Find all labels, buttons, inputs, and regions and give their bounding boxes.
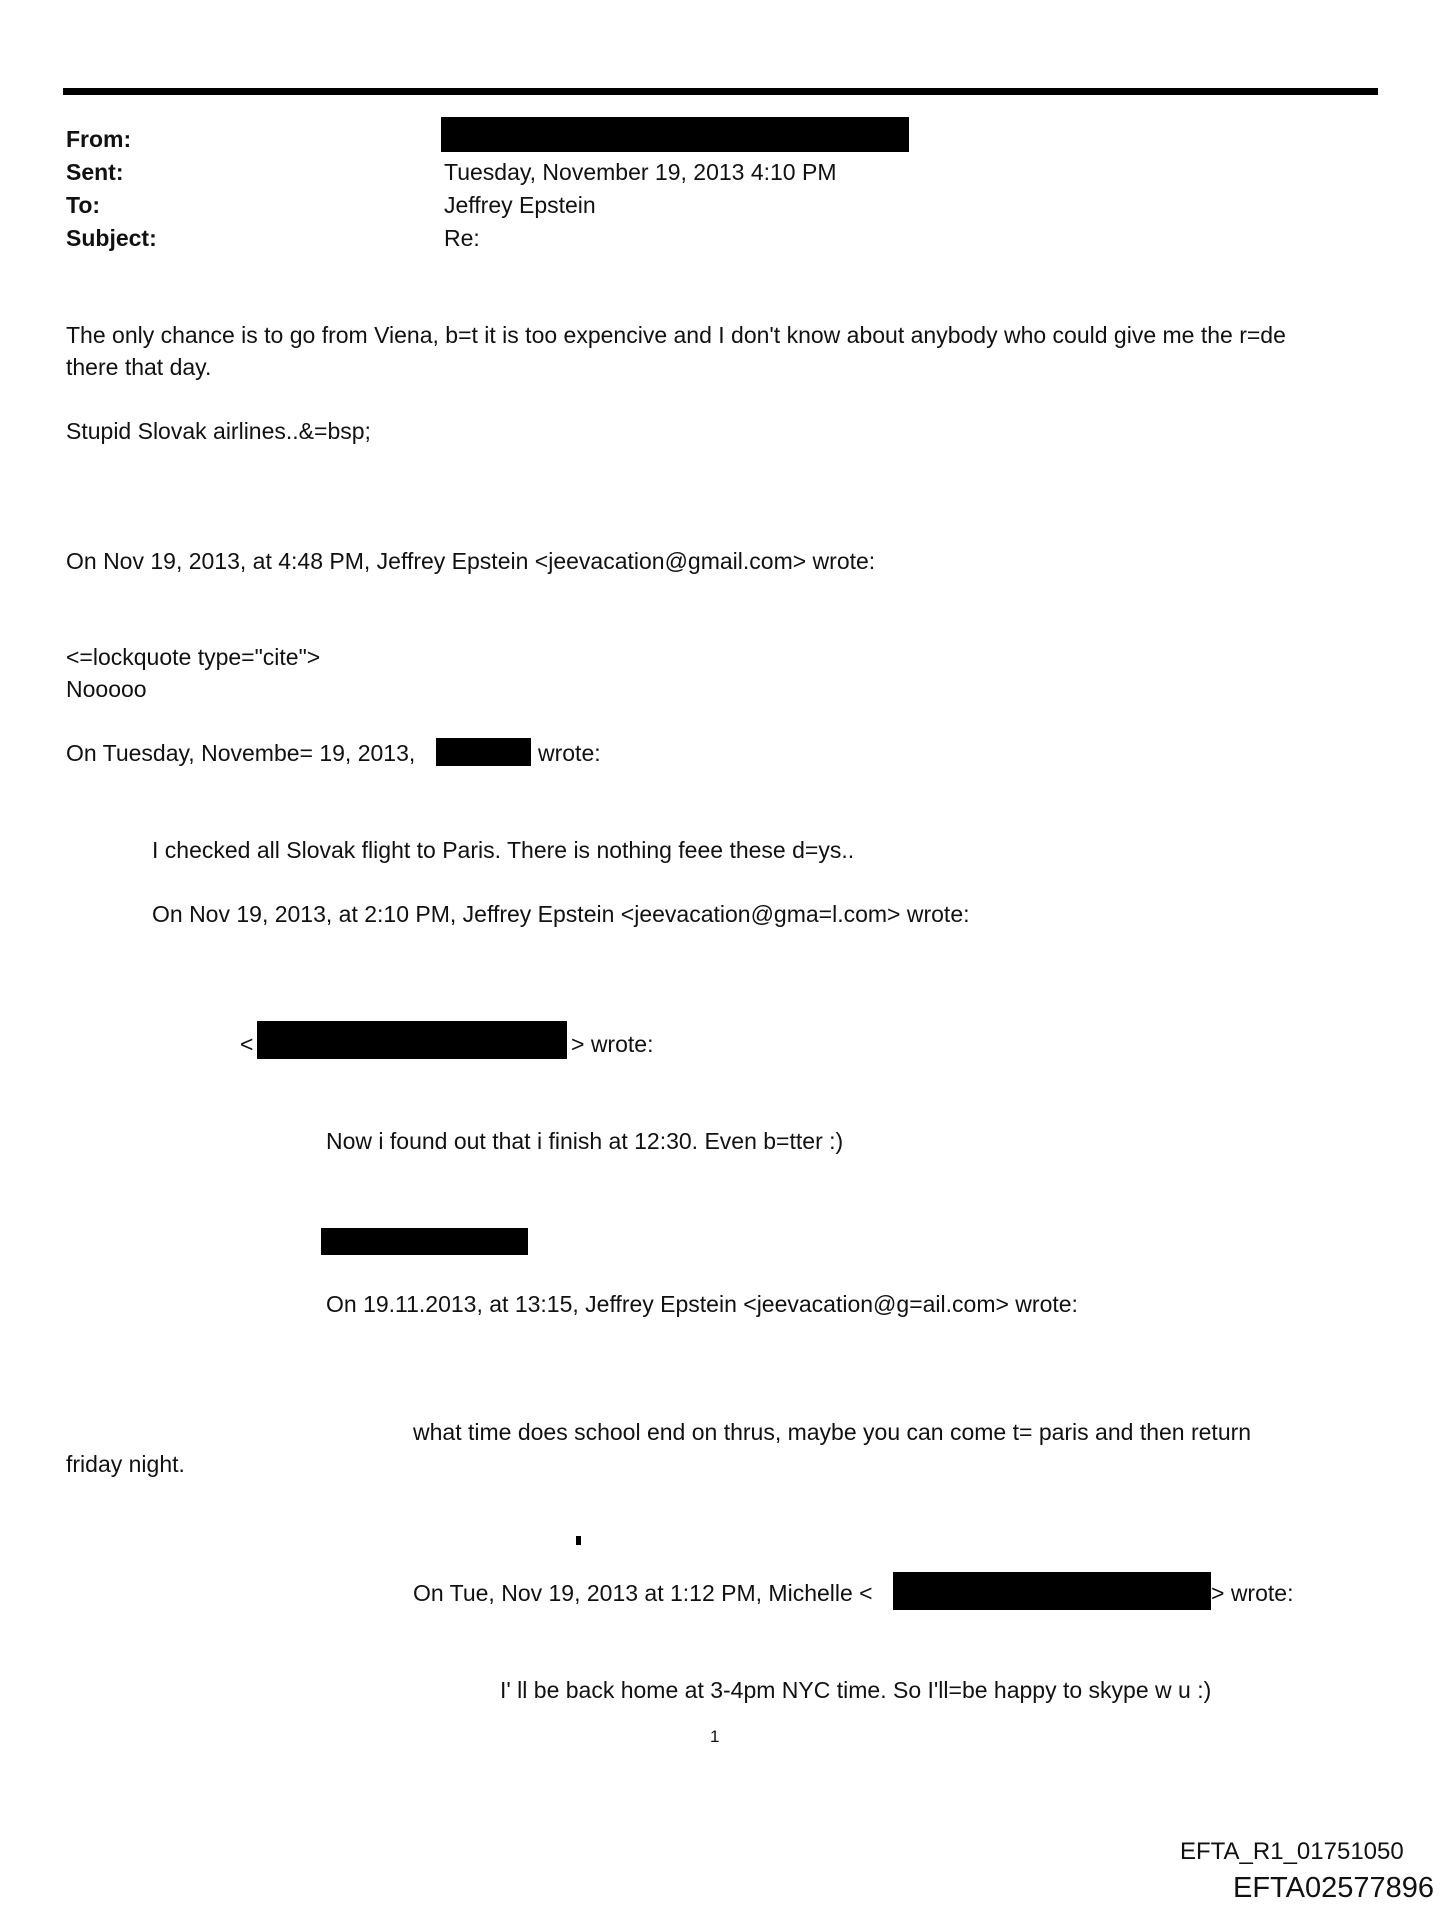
subject-value: Re:: [444, 225, 480, 251]
bates-number-primary: EFTA_R1_01751050: [1180, 1838, 1404, 1865]
body-para1-line1: The only chance is to go from Viena, b=t it is too expencive and I don't know about anybody who could give me the r=de: [66, 322, 1286, 348]
bates-number-secondary: EFTA02577896: [1233, 1872, 1434, 1904]
quote1-attribution: On Nov 19, 2013, at 4:48 PM, Jeffrey Epstein <jeevacation@gmail.com> wrote:: [66, 548, 876, 574]
redaction-from: [441, 117, 909, 152]
redaction-signature: [321, 1228, 528, 1255]
page-number: 1: [710, 1727, 720, 1746]
body-para1-line2: there that day.: [66, 354, 212, 380]
redaction-quote6-email: [893, 1572, 1211, 1610]
quote2-attribution-end: wrote:: [538, 740, 601, 766]
school-question-line2: friday night.: [66, 1451, 185, 1477]
quote4-attribution-end: > wrote:: [571, 1031, 654, 1057]
found-out-line: Now i found out that i finish at 12:30. Even b=tter :): [326, 1128, 844, 1154]
from-label: From:: [66, 126, 132, 152]
quote6-attribution-start: On Tue, Nov 19, 2013 at 1:12 PM, Michelle <: [413, 1580, 873, 1606]
subject-label: Subject:: [66, 225, 157, 251]
body-para2: Stupid Slovak airlines..&=bsp;: [66, 418, 371, 444]
noooo-text: Nooooo: [66, 676, 147, 702]
sent-value: Tuesday, November 19, 2013 4:10 PM: [444, 159, 837, 185]
back-home-line: I' ll be back home at 3-4pm NYC time. So I'll=be happy to skype w u :): [500, 1677, 1212, 1703]
quote6-attribution-end: > wrote:: [1211, 1580, 1294, 1606]
blockquote-tag-text: <=lockquote type="cite">: [66, 644, 321, 670]
to-label: To:: [66, 192, 101, 218]
redaction-quote4-sender: [257, 1021, 567, 1059]
quote2-attribution-start: On Tuesday, Novembe= 19, 2013,: [66, 740, 416, 766]
quote3-attribution: On Nov 19, 2013, at 2:10 PM, Jeffrey Epstein <jeevacation@gma=l.com> wrote:: [152, 901, 970, 927]
quote4-open-bracket: <: [240, 1031, 254, 1057]
checked-flights-line: I checked all Slovak flight to Paris. There is nothing feee these d=ys..: [152, 837, 855, 863]
redaction-quote2-sender: [436, 738, 531, 766]
header-rule: [63, 88, 1378, 95]
sent-label: Sent:: [66, 159, 124, 185]
stray-mark: [576, 1536, 581, 1545]
quote5-attribution: On 19.11.2013, at 13:15, Jeffrey Epstein <jeevacation@g=ail.com> wrote:: [326, 1291, 1078, 1317]
to-value: Jeffrey Epstein: [444, 192, 596, 218]
school-question-line1: what time does school end on thrus, maybe you can come t= paris and then return: [413, 1419, 1252, 1445]
